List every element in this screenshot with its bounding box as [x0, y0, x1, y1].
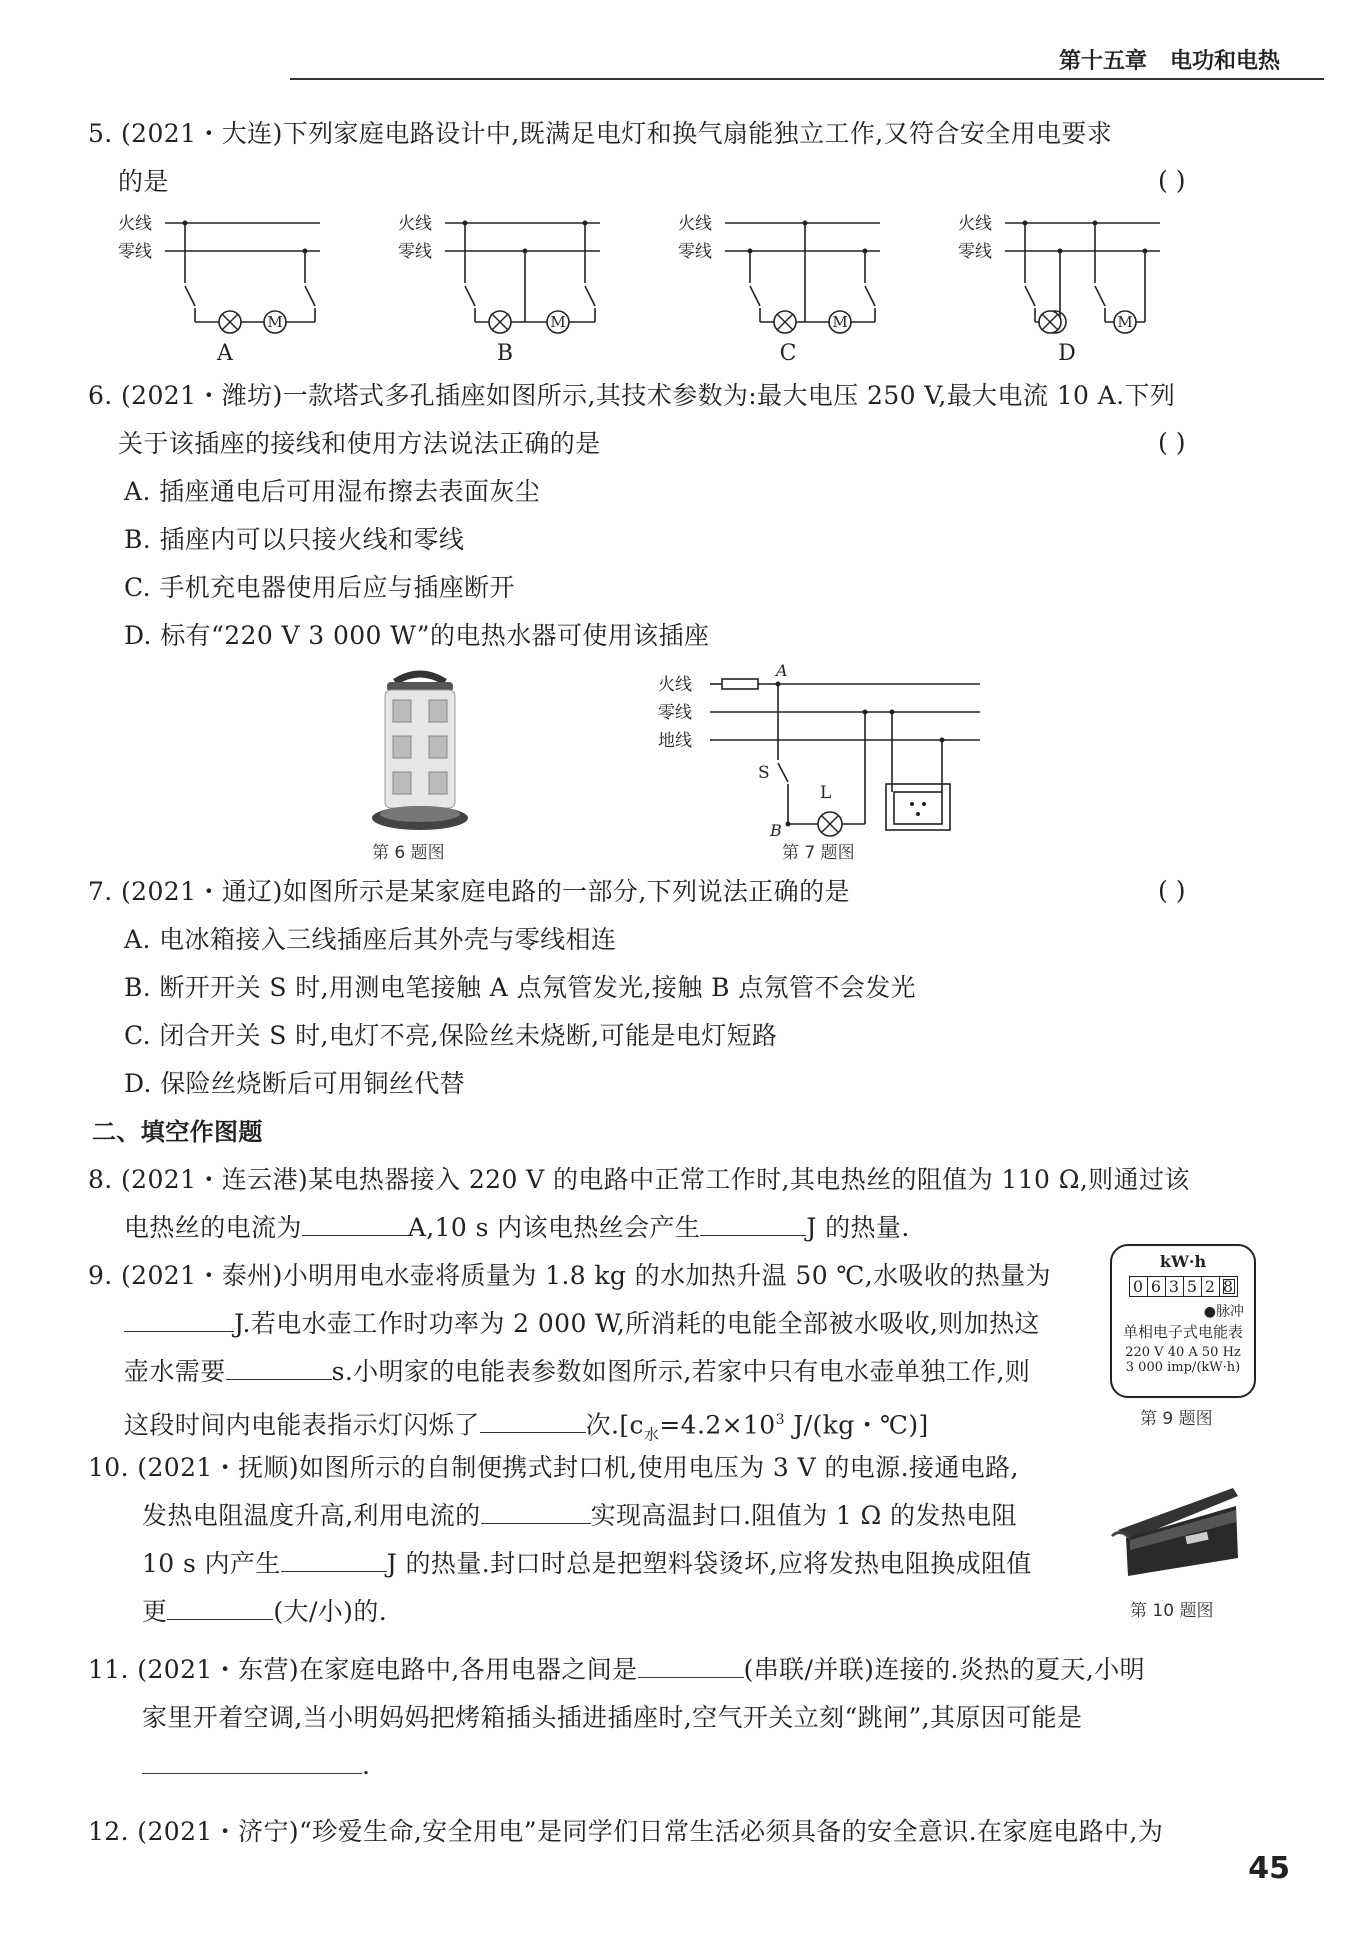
svg-text:火线: 火线 [958, 214, 992, 234]
q11-line2: 家里开着空调,当小明妈妈把烤箱插头插进插座时,空气开关立刻“跳闸”,其原因可能是 [142, 1703, 1083, 1732]
meter-pulse-indicator: ●脉冲 [1203, 1304, 1244, 1320]
q5-answer-paren: ( ) [1158, 166, 1186, 195]
svg-text:火线: 火线 [678, 214, 712, 234]
q5-line2: 的是 [118, 167, 169, 196]
q11-line3: . [142, 1750, 370, 1782]
svg-text:L: L [820, 783, 832, 803]
meter-name: 单相电子式电能表 [1122, 1323, 1243, 1341]
q7-option-c: C. 闭合开关 S 时,电灯不亮,保险丝未烧断,可能是电灯短路 [124, 1021, 778, 1050]
page-number: 45 [1248, 1851, 1290, 1886]
q7-option-a: A. 电冰箱接入三线插座后其外壳与零线相连 [124, 925, 617, 954]
electricity-meter [1110, 1244, 1256, 1398]
q6-option-b: B. 插座内可以只接火线和零线 [124, 525, 465, 554]
q10-line4: 更 (大/小)的. [142, 1597, 388, 1626]
q8-line2: 电热丝的电流为 A,10 s 内该电热丝会产生 J 的热量. [124, 1213, 910, 1242]
header-rule [290, 78, 1324, 80]
meter-digit: 5 [1184, 1276, 1202, 1297]
q7-answer-paren: ( ) [1158, 876, 1186, 905]
q5-option-D: D [1058, 341, 1076, 366]
q11-blank-connection[interactable] [638, 1657, 744, 1678]
meter-digit: 3 [1166, 1276, 1184, 1297]
q8-line1: 8. (2021・连云港)某电热器接入 220 V 的电路中正常工作时,其电热丝的阻值为 110 Ω,则通过该 [88, 1165, 1190, 1194]
q9-blank-flashes[interactable] [480, 1412, 586, 1433]
fig7-caption: 第 7 题图 [782, 843, 855, 863]
q12-line1: 12. (2021・济宁)“珍爱生命,安全用电”是同学们日常生活必须具备的安全意识.在家庭电路中,为 [88, 1817, 1164, 1846]
q9-blank-time[interactable] [226, 1359, 332, 1380]
q6-line2: 关于该插座的接线和使用方法说法正确的是 [118, 429, 601, 458]
meter-digits [1112, 1276, 1254, 1297]
q7-line1: 7. (2021・通辽)如图所示是某家庭电路的一部分,下列说法正确的是 [88, 877, 850, 906]
q6-option-c: C. 手机充电器使用后应与插座断开 [124, 573, 515, 602]
svg-text:零线: 零线 [678, 242, 712, 262]
q5-option-B: B [496, 341, 514, 366]
fig6-caption: 第 6 题图 [372, 843, 445, 863]
meter-spec: 220 V 40 A 50 Hz [1125, 1345, 1241, 1360]
q5-option-A: A [217, 341, 233, 366]
q8-blank-current[interactable] [302, 1215, 408, 1236]
svg-text:M: M [832, 313, 848, 331]
q11-blank-reason[interactable] [142, 1753, 362, 1774]
svg-text:M: M [267, 313, 283, 331]
q10-blank-effect[interactable] [481, 1503, 591, 1524]
q6-line1: 6. (2021・潍坊)一款塔式多孔插座如图所示,其技术参数为:最大电压 250 V,最大电流 10 A.下列 [88, 381, 1176, 410]
meter-digit-decimal: 8 [1220, 1276, 1238, 1297]
fig9-caption: 第 9 题图 [1140, 1409, 1213, 1429]
heat-sealer-photo [1108, 1478, 1243, 1578]
chapter-number: 第十五章 [1058, 49, 1147, 74]
q11-line1: 11. (2021・东营)在家庭电路中,各用电器之间是 (串联/并联)连接的.炎热的夏天,小明 [88, 1655, 1146, 1684]
q8-blank-heat[interactable] [700, 1215, 806, 1236]
q6-option-a: A. 插座通电后可用湿布擦去表面灰尘 [124, 477, 541, 506]
q5-line1: 5. (2021・大连)下列家庭电路设计中,既满足电灯和换气扇能独立工作,又符合安全用电要求 [88, 119, 1113, 148]
svg-text:A: A [776, 661, 788, 680]
q10-blank-size[interactable] [167, 1599, 273, 1620]
q10-line3: 10 s 内产生 J 的热量.封口时总是把塑料袋烫坏,应将发热电阻换成阻值 [142, 1549, 1032, 1578]
q10-line2: 发热电阻温度升高,利用电流的 实现高温封口.阻值为 1 Ω 的发热电阻 [142, 1501, 1017, 1530]
chapter-header [1059, 44, 1280, 75]
meter-digit: 0 [1129, 1276, 1148, 1297]
svg-text:火线: 火线 [118, 214, 152, 234]
svg-text:M: M [550, 313, 566, 331]
svg-text:地线: 地线 [658, 731, 692, 751]
q9-line4: 这段时间内电能表指示灯闪烁了 次$.[c_水=4.2\times 10^3$ J/(kg・℃)] [124, 1410, 929, 1444]
section-heading-fill-in: 二、填空作图题 [92, 1118, 263, 1146]
q9-line3: 壶水需要 s.小明家的电能表参数如图所示,若家中只有电水壶单独工作,则 [124, 1357, 1031, 1386]
meter-impulse-rate: 3 000 imp/(kW·h) [1125, 1360, 1241, 1375]
fig10-caption: 第 10 题图 [1130, 1601, 1214, 1621]
svg-text:S: S [758, 763, 770, 783]
fig7-circuit [650, 660, 1000, 840]
svg-text:M: M [1117, 313, 1133, 331]
svg-text:零线: 零线 [398, 242, 432, 262]
meter-digit: 6 [1148, 1276, 1166, 1297]
chapter-topic: 电功和电热 [1169, 49, 1280, 74]
tower-socket-photo [365, 668, 475, 836]
svg-text:零线: 零线 [118, 242, 152, 262]
q7-option-b: B. 断开开关 S 时,用测电笔接触 A 点氖管发光,接触 B 点氖管不会发光 [124, 973, 916, 1002]
q7-option-d: D. 保险丝烧断后可用铜丝代替 [124, 1069, 466, 1098]
q9-line1: 9. (2021・泰州)小明用电水壶将质量为 1.8 kg 的水加热升温 50 ℃,水吸收的热量为 [88, 1261, 1051, 1290]
svg-text:火线: 火线 [658, 675, 692, 695]
svg-text:火线: 火线 [398, 214, 432, 234]
meter-digit: 2 [1202, 1276, 1220, 1297]
q5-option-C: C [779, 341, 797, 366]
svg-text:零线: 零线 [958, 242, 992, 262]
svg-text:零线: 零线 [658, 703, 692, 723]
q10-line1: 10. (2021・抚顺)如图所示的自制便携式封口机,使用电压为 3 V 的电源.接通电路, [88, 1453, 1019, 1482]
q10-blank-heat[interactable] [281, 1551, 387, 1572]
svg-text:B: B [770, 821, 782, 840]
q9-blank-heat[interactable] [124, 1311, 234, 1332]
q9-line2: J.若电水壶工作时功率为 2 000 W,所消耗的电能全部被水吸收,则加热这 [124, 1308, 1040, 1340]
q5-circuit-figures [110, 208, 1260, 368]
q6-answer-paren: ( ) [1158, 428, 1186, 457]
q6-option-d: D. 标有“220 V 3 000 W”的电热水器可使用该插座 [124, 621, 710, 650]
meter-unit: kW·h [1159, 1252, 1207, 1271]
